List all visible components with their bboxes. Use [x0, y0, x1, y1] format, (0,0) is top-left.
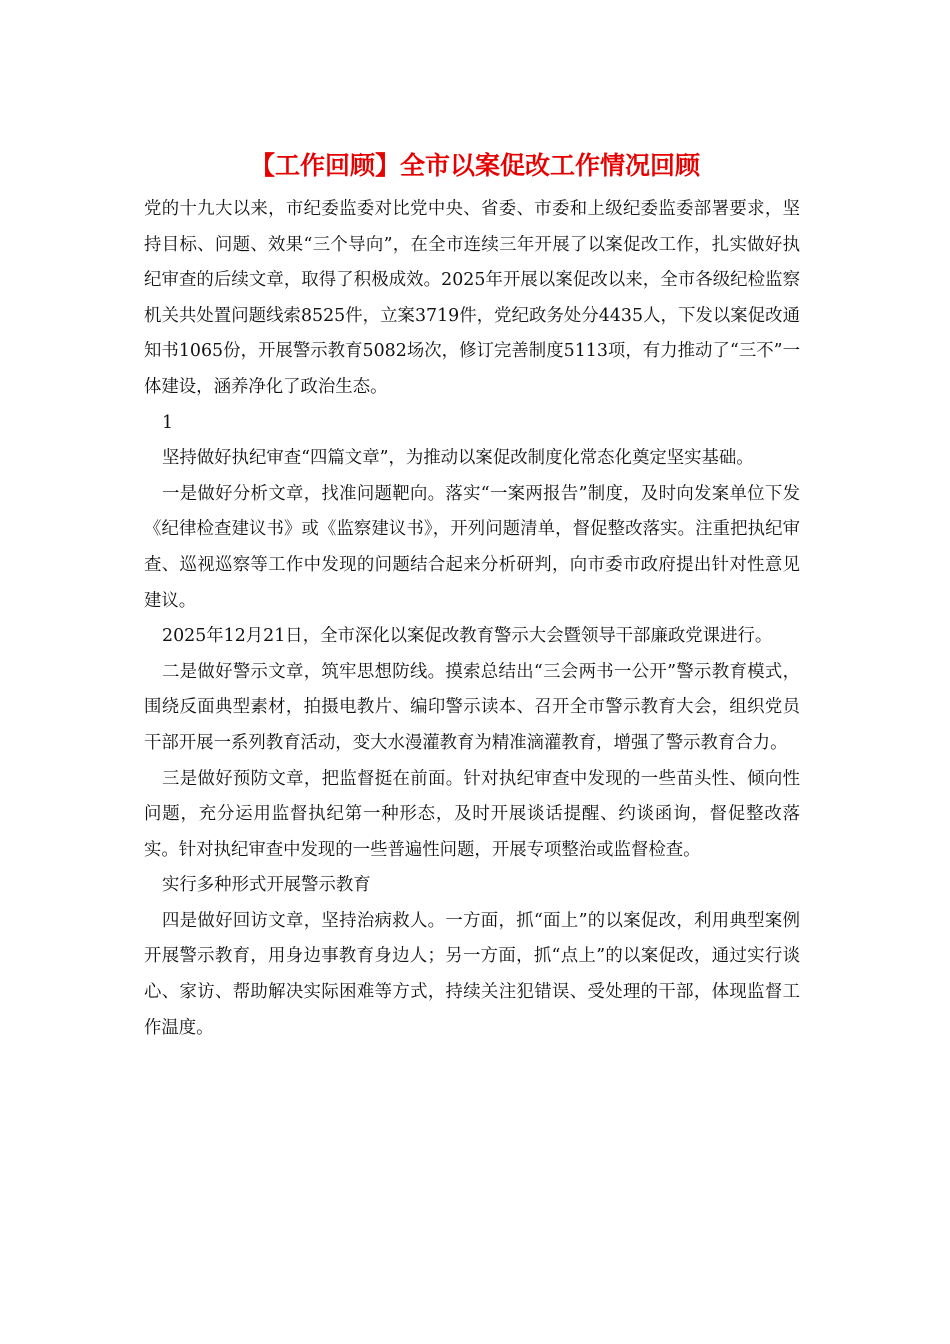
paragraph-revisit: 四是做好回访文章，坚持治病救人。一方面，抓“面上”的以案促改，利用典型案例开展警示教育，用身边事教育身边人；另一方面，抓“点上”的以案促改，通过实行谈心、家访、帮助解决实际困难等方式，持续关注犯错误、受处理的干部，体现监督工作温度。	[144, 910, 800, 1038]
image-caption: 实行多种形式开展警示教育	[162, 875, 371, 896]
section-number: 1	[162, 412, 174, 433]
image-caption: 2025年12月21日，全市深化以案促改教育警示大会暨领导干部廉政党课进行。	[162, 626, 773, 647]
paragraph-analysis: 一是做好分析文章，找准问题靶向。落实“一案两报告”制度，及时向发案单位下发《纪律检查建议书》或《监察建议书》，开列问题清单，督促整改落实。注重把执纪审查、巡视巡察等工作中发现的问题结合起来分析研判，向市委市政府提出针对性意见建议。	[144, 483, 800, 611]
paragraph-prevention: 三是做好预防文章，把监督挺在前面。针对执纪审查中发现的一些苗头性、倾向性问题，充分运用监督执纪第一种形态，及时开展谈话提醒、约谈函询，督促整改落实。针对执纪审查中发现的一些普遍性问题，开展专项整治或监督检查。	[144, 768, 800, 860]
document-body	[144, 192, 800, 1046]
document-title: 【工作回顾】全市以案促改工作情况回顾	[249, 151, 700, 180]
section-heading: 坚持做好执纪审查“四篇文章”，为推动以案促改制度化常态化奠定坚实基础。	[162, 448, 754, 469]
paragraph-intro: 党的十九大以来，市纪委监委对比党中央、省委、市委和上级纪委监委部署要求，坚持目标、问题、效果“三个导向”，在全市连续三年开展了以案促改工作，扎实做好执纪审查的后续文章，取得了积极成效。2025年开展以案促改以来，全市各级纪检监察机关共处置问题线索8525件，立案3719件，党纪政务处分4435人，下发以案促改通知书1065份，开展警示教育5082场次，修订完善制度5113项，有力推动了“三不”一体建设，涵养净化了政治生态。	[144, 199, 800, 397]
paragraph-warning: 二是做好警示文章，筑牢思想防线。摸索总结出“三会两书一公开”警示教育模式，围绕反面典型素材，拍摄电教片、编印警示读本、召开全市警示教育大会，组织党员干部开展一系列教育活动，变大水漫灌教育为精准滴灌教育，增强了警示教育合力。	[144, 661, 800, 753]
